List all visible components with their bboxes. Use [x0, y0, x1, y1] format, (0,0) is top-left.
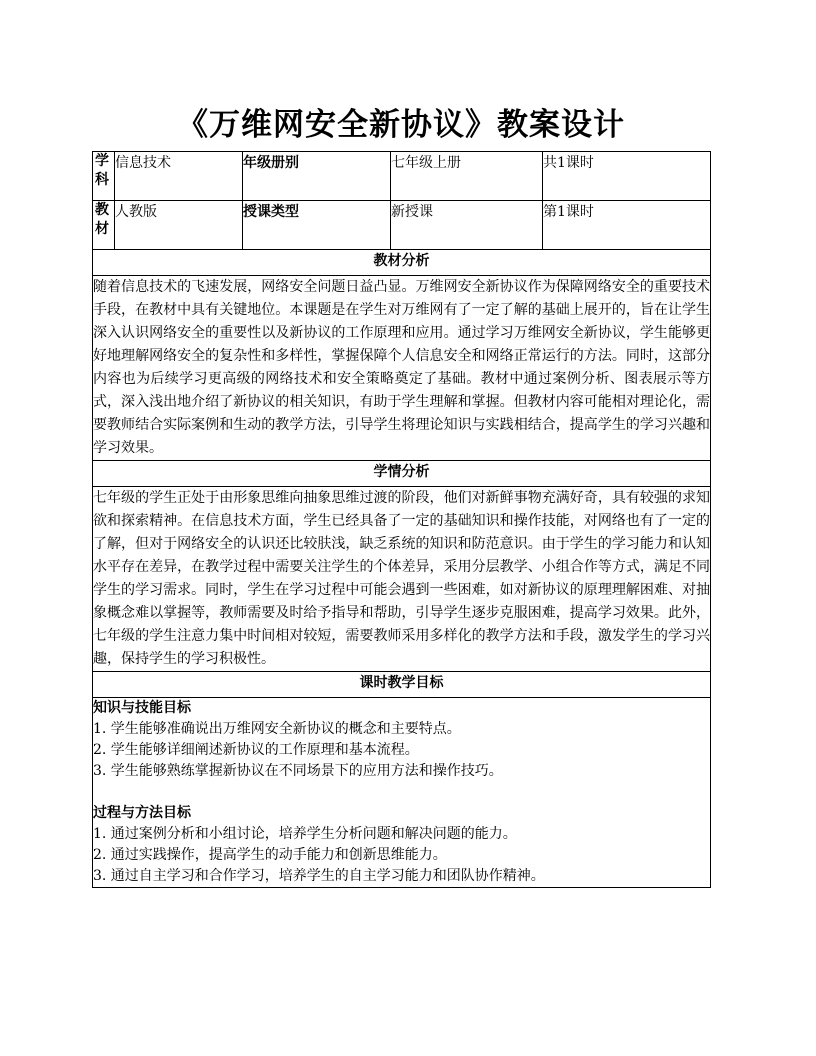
lesson-plan-table: [92, 151, 711, 888]
lesson-type-value: 新授课: [391, 201, 543, 250]
subject-value: 信息技术: [115, 152, 243, 201]
page-title: 《万维网安全新协议》教案设计: [177, 107, 625, 143]
info-row-textbook: [93, 201, 711, 250]
knowledge-goals-title: 知识与技能目标: [93, 700, 191, 716]
textbook-analysis-body: 随着信息技术的飞速发展，网络安全问题日益凸显。万维网安全新协议作为保障网络安全的重要技术手段，在教材中具有关键地位。本课题是在学生对万维网有了一定了解的基础上展开的，旨在让学生深入认识网络安全的重要性以及新协议的工作原理和应用。通过学习万维网安全新协议，学生能够更好地理解网络安全的复杂性和多样性，掌握保障个人信息安全和网络正常运行的方法。同时，这部分内容也为后续学习更高级的网络技术和安全策略奠定了基础。教材中通过案例分析、图表展示等方式，深入浅出地介绍了新协议的相关知识，有助于学生理解和掌握。但教材内容可能相对理论化，需要教师结合实际案例和生动的教学方法，引导学生将理论知识与实践相结合，提高学生的学习兴趣和学习效果。: [93, 276, 711, 461]
info-row-subject: [93, 152, 711, 201]
knowledge-goal-item: 2. 学生能够详细阐述新协议的工作原理和基本流程。: [93, 742, 419, 758]
grade-label: 年级册别: [243, 152, 391, 201]
objectives-body: [93, 698, 711, 888]
textbook-label: 教材: [95, 202, 109, 237]
total-hours-value: 共1课时: [543, 152, 711, 201]
student-analysis-heading-row: [93, 461, 711, 487]
subject-label: 学科: [95, 153, 109, 188]
lesson-number-value: 第1课时: [543, 201, 711, 250]
textbook-value: 人教版: [115, 201, 243, 250]
textbook-analysis-heading-row: [93, 250, 711, 276]
process-goals-title: 过程与方法目标: [93, 805, 191, 821]
process-goal-item: 3. 通过自主学习和合作学习，培养学生的自主学习能力和团队协作精神。: [93, 868, 545, 884]
objectives-heading: 课时教学目标: [93, 672, 711, 698]
knowledge-goals-list: [93, 719, 710, 782]
student-analysis-body-row: [93, 487, 711, 672]
textbook-analysis-heading: 教材分析: [93, 250, 711, 276]
objectives-heading-row: [93, 672, 711, 698]
grade-value: 七年级上册: [391, 152, 543, 201]
textbook-analysis-body-row: [93, 276, 711, 461]
knowledge-goal-item: 3. 学生能够熟练掌握新协议在不同场景下的应用方法和操作技巧。: [93, 763, 503, 779]
lesson-type-label: 授课类型: [243, 201, 391, 250]
knowledge-goal-item: 1. 学生能够准确说出万维网安全新协议的概念和主要特点。: [93, 721, 461, 737]
process-goal-item: 1. 通过案例分析和小组讨论，培养学生分析问题和解决问题的能力。: [93, 826, 517, 842]
spacer: [93, 782, 710, 803]
process-goal-item: 2. 通过实践操作，提高学生的动手能力和创新思维能力。: [93, 847, 447, 863]
process-goals-list: [93, 824, 710, 887]
student-analysis-body: 七年级的学生正处于由形象思维向抽象思维过渡的阶段，他们对新鲜事物充满好奇，具有较强的求知欲和探索精神。在信息技术方面，学生已经具备了一定的基础知识和操作技能，对网络也有了一定的了解，但对于网络安全的认识还比较肤浅，缺乏系统的知识和防范意识。由于学生的学习能力和认知水平存在差异，在教学过程中需要关注学生的个体差异，采用分层教学、小组合作等方式，满足不同学生的学习需求。同时，学生在学习过程中可能会遇到一些困难，如对新协议的原理理解困难、对抽象概念难以掌握等，教师需要及时给予指导和帮助，引导学生逐步克服困难，提高学习效果。此外，七年级的学生注意力集中时间相对较短，需要教师采用多样化的教学方法和手段，激发学生的学习兴趣，保持学生的学习积极性。: [93, 487, 711, 672]
student-analysis-heading: 学情分析: [93, 461, 711, 487]
objectives-body-row: [93, 698, 711, 888]
